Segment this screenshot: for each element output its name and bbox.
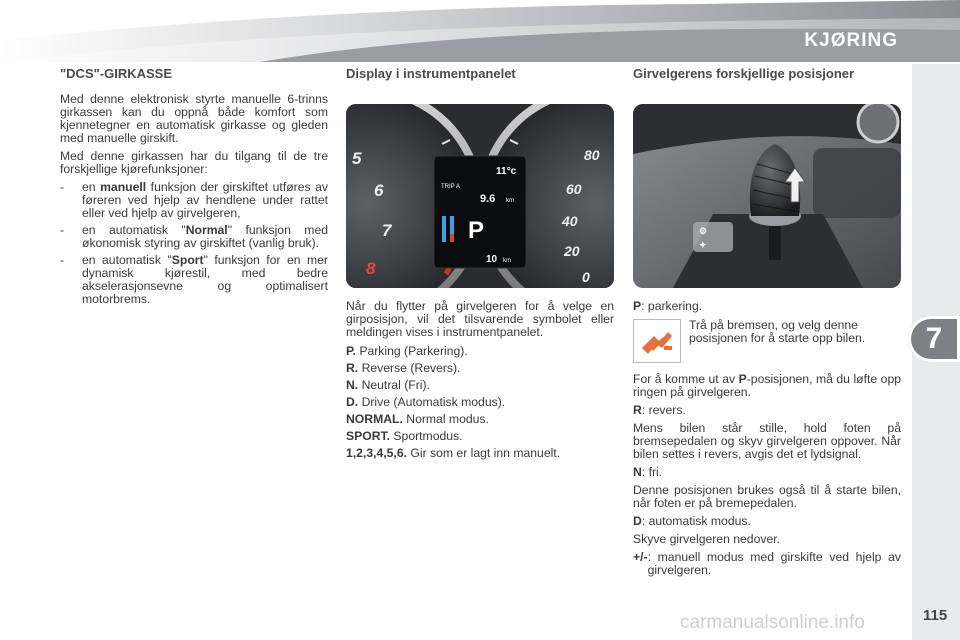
svg-text:✦: ✦ [699,240,707,250]
positions-text-block [633,300,901,581]
tach-number: 5 [352,149,362,168]
definition-item: D. Drive (Automatisk modus). [346,395,506,409]
chapter-number: 7 [925,322,943,355]
display-temperature: 11°c [496,166,517,177]
display-trip-label: TRIP A [441,184,460,190]
speed-number: 20 [564,243,580,259]
column-display [346,67,614,81]
fuel-bar [442,216,446,242]
watermark: carmanualsonline.info [680,612,865,633]
section-title-positions: Girvelgerens forskjellige posisjoner [633,66,855,81]
tach-number: 6 [374,181,384,200]
brake-pedal-icon [633,319,681,363]
position-p: P: parkering. [633,299,703,313]
position-plus-minus: +/- : manuell modus med girskifte ved hjelp av girvelgeren. [633,550,901,577]
speed-number: 60 [566,181,582,197]
dcs-intro-paragraph: Med denne elektronisk styrte manuelle 6-trinns girkassen kan du oppnå både komfort som kjennetegner en automatisk girkasse og gleden med manuelle girskift. [60,92,328,145]
instrument-panel-image [346,104,614,288]
chapter-title: KJØRING [804,30,898,51]
column-dcs-gearbox [60,67,328,310]
speed-number: 0 [582,269,590,285]
definition-item: R. Reverse (Revers). [346,361,461,375]
chapter-tab [908,316,960,362]
display-range-value: 10 [486,254,498,265]
display-trip-unit: km [506,198,514,204]
tach-number: 8 [366,259,376,278]
tach-number: 7 [382,221,392,240]
position-n-desc: Denne posisjonen brukes også til å starte bilen, når foten er på bremepedalen. [633,483,901,510]
position-r-desc: Mens bilen står stille, hold foten på bremsepedalen og skyv girvelgeren oppover. Når bilen settes i revers, avgis det et lydsignal. [633,421,901,461]
section-title-dcs: "DCS"-GIRKASSE [60,66,173,81]
display-intro-paragraph: Når du flytter på girvelgeren for å velge en girposisjon, vil det tilsvarende symbolet eller meldingen vises i instrumentpanelet. [346,299,614,339]
speed-number: 80 [584,147,600,163]
warning-box [633,319,901,363]
top-banner [0,0,960,62]
column-gear-positions [633,67,901,81]
display-range-unit: km [503,258,511,264]
position-r: R: revers. [633,403,686,417]
position-n: N: fri. [633,465,663,479]
speed-number: 40 [562,213,578,229]
list-item: - en automatisk "Normal" funksjon med økonomisk styring av girskiftet (vanlig bruk). [60,223,329,250]
warning-text: Trå på bremsen, og velg denne posisjonen for å starte opp bilen. [689,318,866,345]
list-item: - en manuell funksjon der girskiftet utføres av føreren ved hjelp av hendlene under rattet eller ved hjelp av girvelgeren, [60,180,328,220]
section-title-display: Display i instrumentpanelet [346,66,516,81]
dcs-modes-paragraph: Med denne girkassen har du tilgang til de tre forskjellige kjørefunksjoner: [60,149,328,176]
position-d-desc: Skyve girvelgeren nedover. [633,532,781,546]
svg-text:⚙: ⚙ [699,226,708,236]
display-gear: P [468,217,485,244]
definition-item: N. Neutral (Fri). [346,378,430,392]
gear-selector-illustration [633,104,901,288]
instrument-panel-illustration [346,104,614,288]
definition-item: P. Parking (Parkering). [346,344,468,358]
position-p-leave: For å komme ut av P-posisjonen, må du løfte opp ringen på girvelgeren. [633,372,901,399]
definition-item: 1,2,3,4,5,6. Gir som er lagt inn manuelt. [346,446,561,460]
definition-item: NORMAL. Normal modus. [346,412,489,426]
display-trip-value: 9.6 [480,193,496,205]
definition-item: SPORT. Sportmodus. [346,429,463,443]
display-text-block [346,300,614,464]
position-d: D: automatisk modus. [633,514,751,528]
list-item: - en automatisk "Sport" funksjon for en mer dynamisk kjørestil, med bedre akselerasjonsevne og optimalisert motorbrems. [60,253,328,306]
gear-selector-image [633,104,901,288]
page-number: 115 [923,607,948,624]
